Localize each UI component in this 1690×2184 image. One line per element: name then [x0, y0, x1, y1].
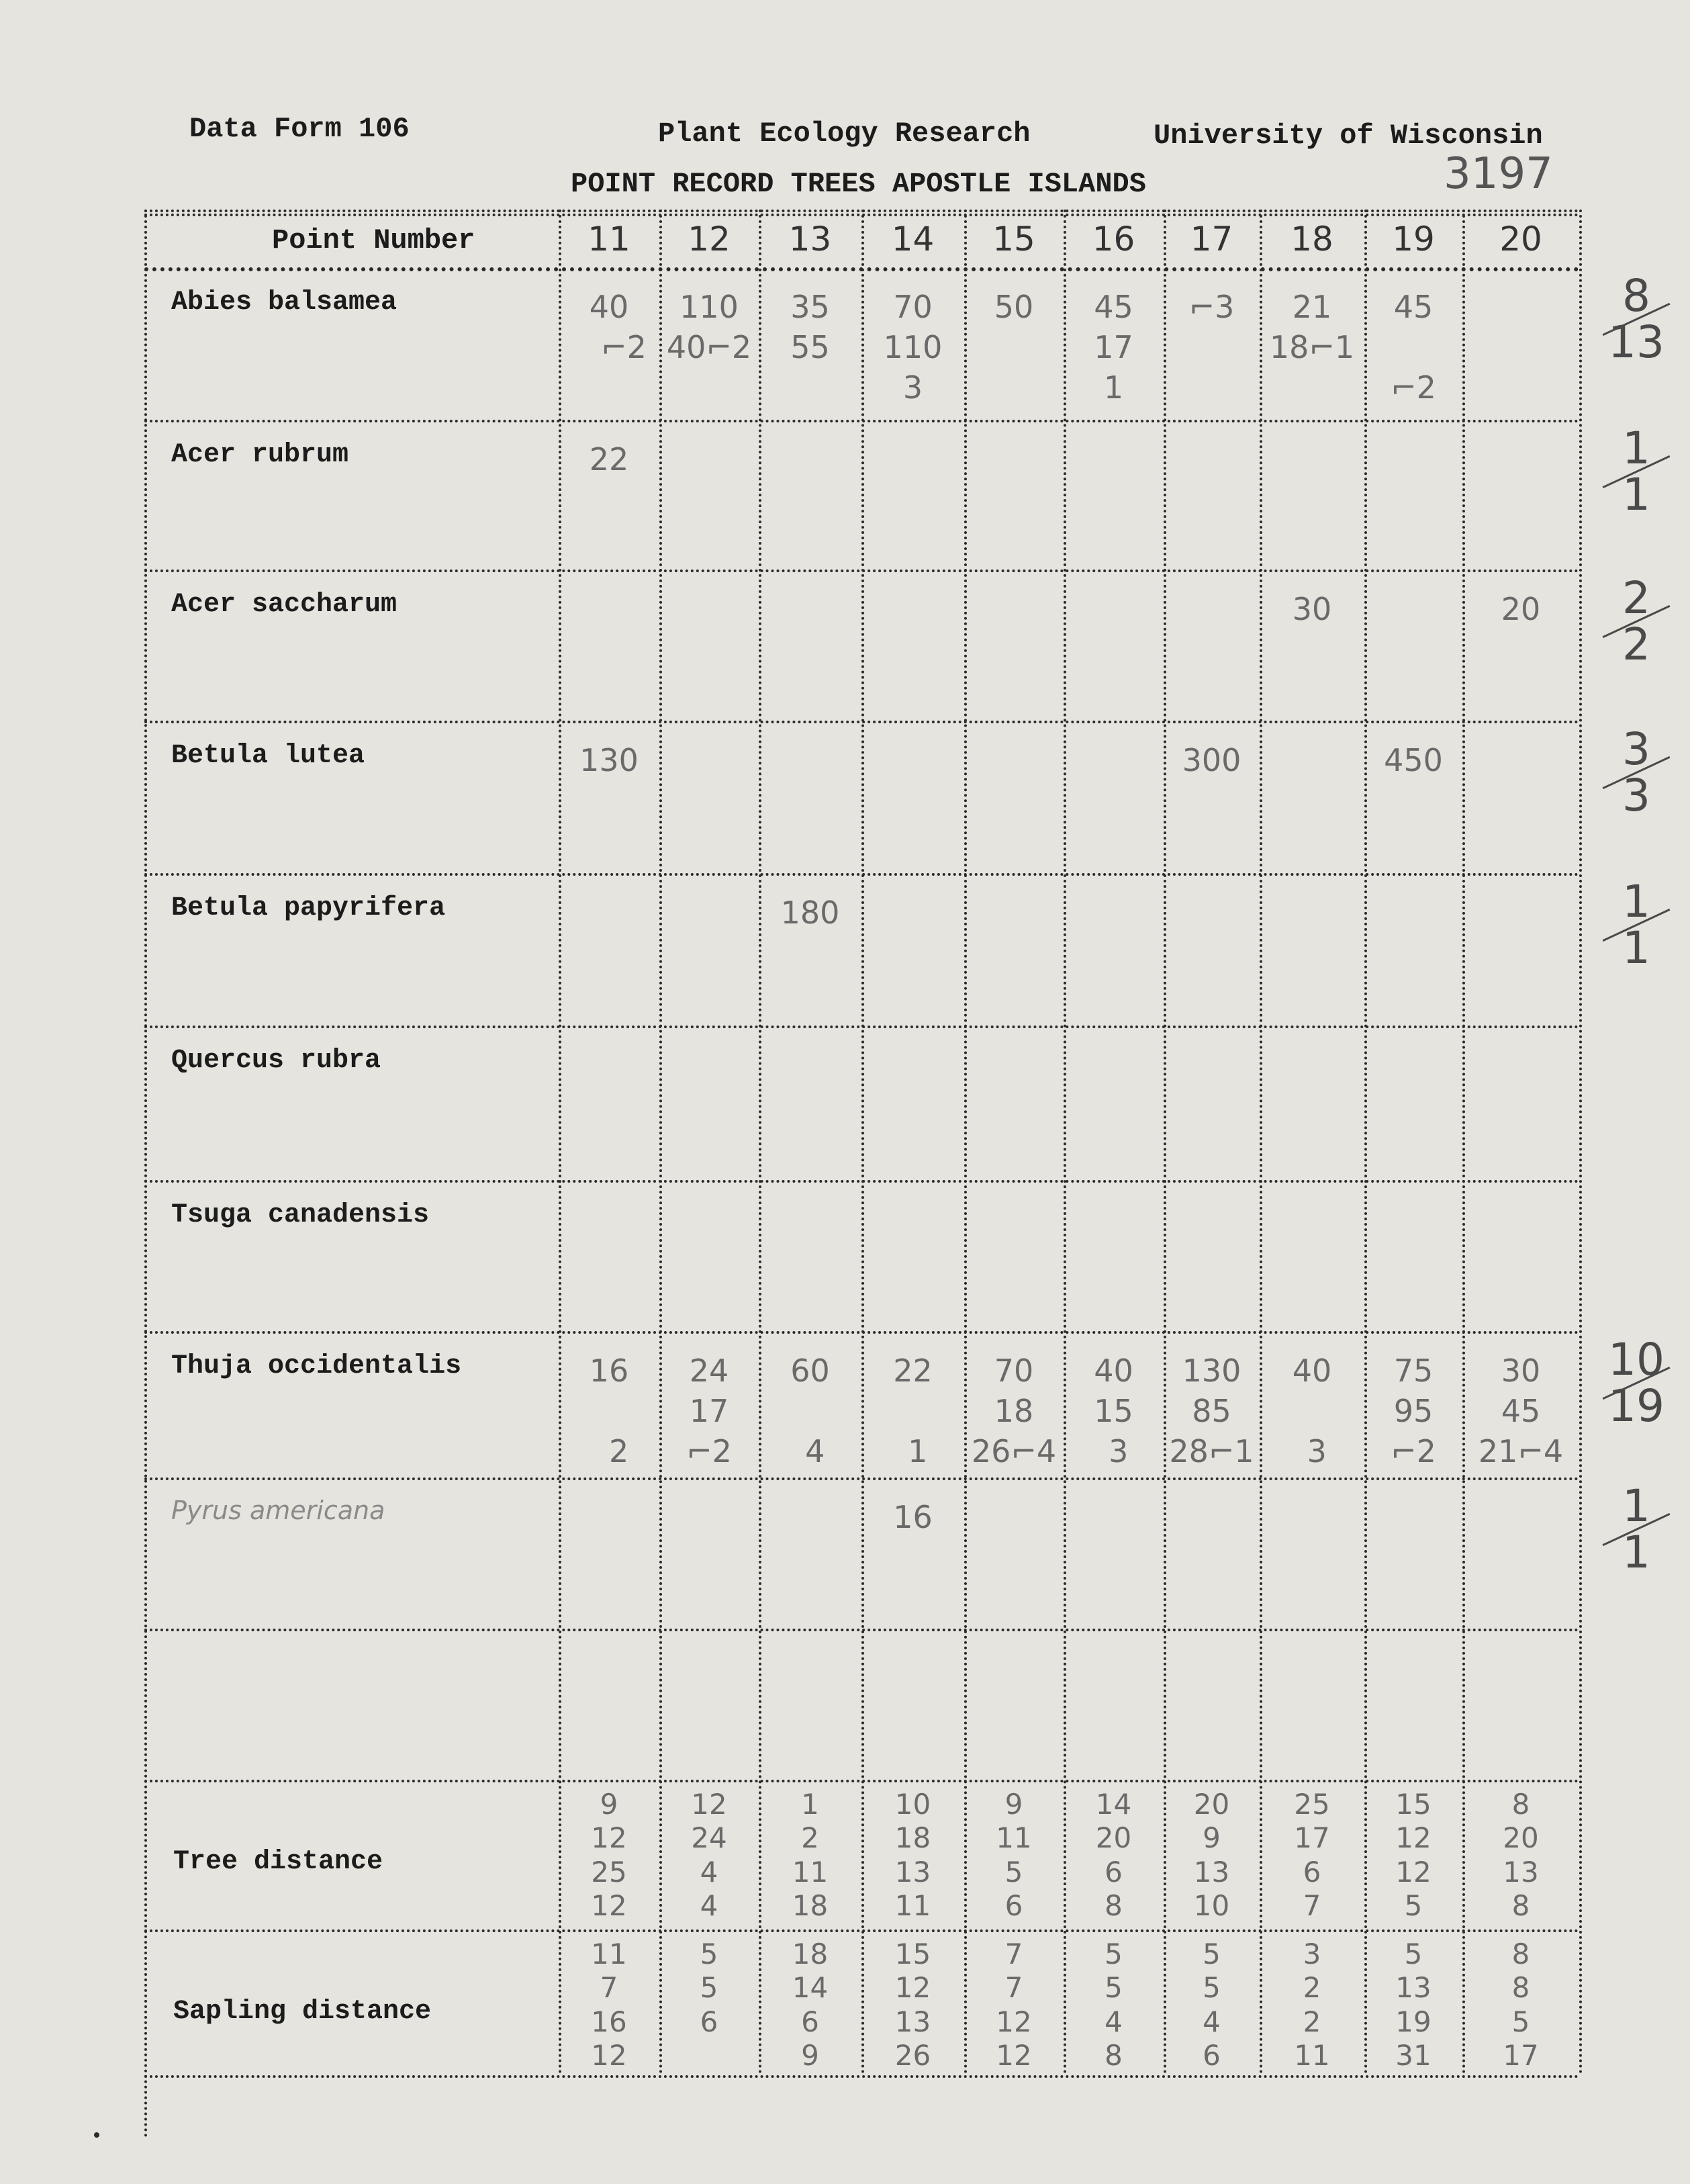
- measurement-cell: 45 17 1: [1094, 289, 1133, 406]
- measurement-cell: 40 15 3: [1094, 1353, 1133, 1469]
- measurement-cell: 22: [589, 441, 629, 477]
- species-name: Betula papyrifera: [171, 893, 446, 923]
- point-number-label: Point Number: [272, 224, 475, 257]
- measurement-cell: 70 18 26⌐4: [971, 1353, 1057, 1469]
- species-ratio: [1593, 422, 1680, 520]
- column-divider: [1462, 210, 1465, 2075]
- column-divider: [1164, 210, 1166, 2075]
- measurement-cell: 22 1: [893, 1353, 933, 1469]
- sapling-distance-cell: 11 7 16 12: [591, 1938, 627, 2073]
- column-divider: [1260, 210, 1262, 2075]
- column-divider: [964, 210, 967, 2075]
- column-divider: [659, 210, 662, 2075]
- sapling-distance-cell: 8 8 5 17: [1503, 1938, 1539, 2073]
- ratio-numerator: 8: [1622, 270, 1650, 322]
- ratio-denominator: 2: [1622, 619, 1650, 670]
- point-number-11: 11: [588, 220, 630, 259]
- column-divider: [759, 210, 761, 2075]
- tree-distance-cell: 14 20 6 8: [1095, 1788, 1132, 1923]
- sapling-distance-label: Sapling distance: [173, 1997, 432, 2027]
- measurement-cell: 40 ⌐2: [589, 289, 647, 365]
- species-name: Tsuga canadensis: [171, 1200, 430, 1230]
- point-number-20: 20: [1499, 220, 1542, 259]
- measurement-cell: 70 110 3: [883, 289, 943, 406]
- point-number-12: 12: [688, 220, 731, 259]
- ratio-numerator: 1: [1622, 422, 1650, 474]
- species-name: Thuja occidentalis: [171, 1351, 462, 1381]
- measurement-cell: ⌐3: [1188, 289, 1235, 325]
- measurement-cell: 180: [780, 895, 840, 931]
- species-ratio: [1593, 876, 1680, 974]
- species-name: Betula lutea: [171, 741, 365, 771]
- tree-distance-cell: 20 9 13 10: [1193, 1788, 1230, 1923]
- form-id: Data Form 106: [189, 113, 410, 145]
- ratio-numerator: 1: [1622, 876, 1650, 927]
- institution-name: University of Wisconsin: [1154, 120, 1543, 152]
- measurement-cell: 60 4: [790, 1353, 830, 1469]
- measurement-cell: 50: [994, 289, 1034, 325]
- ratio-denominator: 3: [1622, 770, 1650, 821]
- measurement-cell: 30 45 21⌐4: [1478, 1353, 1564, 1469]
- sapling-distance-cell: 15 12 13 26: [894, 1938, 931, 2073]
- ratio-denominator: 19: [1608, 1380, 1664, 1432]
- tree-distance-cell: 15 12 12 5: [1395, 1788, 1431, 1923]
- form-title: POINT RECORD TREES APOSTLE ISLANDS: [571, 168, 1146, 200]
- species-name: Acer saccharum: [171, 590, 397, 620]
- point-number-18: 18: [1290, 220, 1333, 259]
- point-number-14: 14: [891, 220, 935, 259]
- tree-distance-cell: 12 24 4 4: [691, 1788, 727, 1923]
- species-ratio: [1593, 1480, 1680, 1578]
- species-ratio: [1593, 572, 1680, 670]
- measurement-cell: 20: [1501, 591, 1541, 627]
- measurement-cell: 110 40⌐2: [666, 289, 752, 365]
- measurement-cell: 300: [1182, 742, 1241, 778]
- measurement-cell: 130 85 28⌐1: [1169, 1353, 1254, 1469]
- species-ratio: [1593, 270, 1680, 368]
- page-mark: [94, 2132, 99, 2138]
- point-number-13: 13: [788, 220, 832, 259]
- measurement-cell: 45 ⌐2: [1391, 289, 1436, 406]
- ratio-denominator: 1: [1622, 1527, 1650, 1578]
- row-divider: [144, 2075, 1579, 2078]
- ratio-numerator: 2: [1622, 572, 1650, 624]
- tree-distance-cell: 9 12 25 12: [591, 1788, 627, 1923]
- species-name: Quercus rubra: [171, 1046, 381, 1076]
- species-name: Abies balsamea: [171, 287, 397, 318]
- handwritten-code: 3197: [1444, 149, 1553, 199]
- measurement-cell: 450: [1384, 742, 1443, 778]
- tree-distance-cell: 8 20 13 8: [1503, 1788, 1539, 1923]
- species-ratio: [1593, 1334, 1680, 1432]
- measurement-cell: 30: [1292, 591, 1332, 627]
- column-divider: [559, 210, 561, 2075]
- measurement-cell: 16: [893, 1499, 933, 1535]
- sapling-distance-cell: 5 13 19 31: [1395, 1938, 1431, 2073]
- sapling-distance-cell: 18 14 6 9: [792, 1938, 829, 2073]
- measurement-cell: 35 55: [790, 289, 830, 365]
- tree-distance-label: Tree distance: [173, 1847, 383, 1877]
- measurement-cell: 21 18⌐1: [1269, 289, 1355, 365]
- measurement-cell: 130: [579, 742, 639, 778]
- sapling-distance-cell: 5 5 4 8: [1105, 1938, 1123, 2073]
- measurement-cell: 75 95 ⌐2: [1391, 1353, 1436, 1469]
- ratio-numerator: 10: [1608, 1334, 1664, 1385]
- point-number-19: 19: [1392, 220, 1435, 259]
- tree-distance-cell: 10 18 13 11: [894, 1788, 931, 1923]
- ratio-numerator: 1: [1622, 1480, 1650, 1532]
- sapling-distance-cell: 7 7 12 12: [996, 1938, 1032, 2073]
- species-name: Acer rubrum: [171, 440, 349, 470]
- tree-distance-cell: 9 11 5 6: [996, 1788, 1032, 1923]
- sapling-distance-cell: 3 2 2 11: [1294, 1938, 1330, 2073]
- ratio-numerator: 3: [1622, 723, 1650, 775]
- ratio-denominator: 1: [1622, 469, 1650, 520]
- measurement-cell: 40 3: [1292, 1353, 1332, 1469]
- species-ratio: [1593, 723, 1680, 821]
- department-name: Plant Ecology Research: [658, 118, 1031, 150]
- measurement-cell: 24 17 ⌐2: [686, 1353, 732, 1469]
- table-right-border: [1579, 210, 1582, 2075]
- ratio-denominator: 13: [1608, 316, 1664, 368]
- column-divider: [1364, 210, 1367, 2075]
- column-divider: [1064, 210, 1066, 2075]
- point-number-15: 15: [992, 220, 1035, 259]
- sapling-distance-cell: 5 5 4 6: [1203, 1938, 1221, 2073]
- measurement-cell: 16 2: [589, 1353, 629, 1469]
- point-number-16: 16: [1092, 220, 1135, 259]
- ratio-denominator: 1: [1622, 922, 1650, 974]
- column-divider: [861, 210, 864, 2075]
- sapling-distance-cell: 5 5 6: [700, 1938, 718, 2038]
- tree-distance-cell: 1 2 11 18: [792, 1788, 829, 1923]
- tree-distance-cell: 25 17 6 7: [1294, 1788, 1330, 1923]
- table-left-border: [144, 210, 147, 2139]
- species-name: Pyrus americana: [171, 1496, 385, 1525]
- point-number-17: 17: [1190, 220, 1233, 259]
